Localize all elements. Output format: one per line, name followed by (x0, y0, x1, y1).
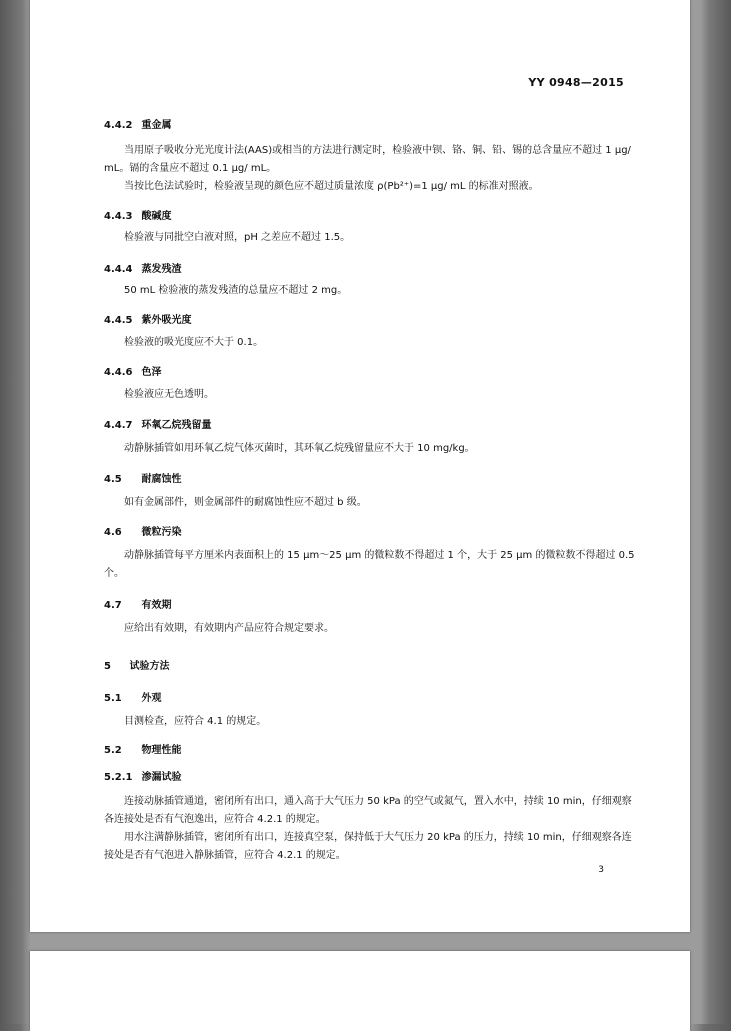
section-title: 环氧乙烷残留量 (141, 420, 212, 431)
section-number: 4.4.6 (104, 367, 133, 378)
paragraph: 检验液应无色透明。 (124, 389, 214, 400)
paragraph: 连接动脉插管通道，密闭所有出口，通入高于大气压力 50 kPa 的空气或氮气，置入水中，持续 10 min，仔细观察各连接处是否有气泡逸出，应符合 4.2.1 的规定。 (104, 796, 632, 825)
section-title: 色泽 (141, 367, 162, 378)
section-title: 重金属 (141, 120, 172, 131)
paragraph: 当用原子吸收分光光度计法(AAS)或相当的方法进行测定时，检验液中钡、铬、铜、铅、锡的总含量应不超过 1 μg/ mL。镉的含量应不超过 0.1 μg/ mL。 (104, 145, 631, 174)
heading-5-2-1 (104, 768, 181, 783)
section-number: 5 (104, 661, 111, 672)
paragraph: 动静脉插管每平方厘米内表面积上的 15 μm～25 μm 的微粒数不得超过 1 个，大于 25 μm 的微粒数不得超过 0.5 个。 (104, 550, 635, 579)
paragraph: 用水注满静脉插管，密闭所有出口，连接真空泵，保持低于大气压力 20 kPa 的压力，持续 10 min，仔细观察各连接处是否有气泡进入静脉插管，应符合 4.2.1 的规定。 (104, 832, 632, 861)
next-document-page (30, 951, 690, 1031)
heading-4-4-7 (104, 416, 211, 431)
heading-4-6 (104, 523, 181, 538)
heading-4-7 (104, 596, 171, 611)
section-number: 4.4.2 (104, 120, 133, 131)
section-title: 渗漏试验 (141, 772, 182, 783)
heading-5-1 (104, 689, 161, 704)
section-number: 5.1 (104, 693, 122, 704)
section-title: 试验方法 (129, 661, 170, 672)
heading-4-4-3 (104, 207, 171, 222)
heading-4-4-4 (104, 260, 181, 275)
paragraph: 目测检查，应符合 4.1 的规定。 (124, 716, 267, 727)
section-number: 4.5 (104, 474, 122, 485)
paragraph: 检验液与同批空白液对照，pH 之差应不超过 1.5。 (124, 232, 351, 243)
section-number: 4.6 (104, 527, 122, 538)
heading-5-2 (104, 741, 181, 756)
paragraph: 当按比色法试验时，检验液呈现的颜色应不超过质量浓度 ρ(Pb²⁺)=1 μg/ mL 的标准对照液。 (124, 181, 539, 192)
section-title: 微粒污染 (141, 527, 182, 538)
heading-5 (104, 657, 169, 672)
section-number: 4.7 (104, 600, 122, 611)
paragraph: 动静脉插管如用环氧乙烷气体灭菌时，其环氧乙烷残留量应不大于 10 mg/kg。 (124, 443, 475, 454)
heading-4-4-6 (104, 363, 161, 378)
section-title: 耐腐蚀性 (141, 474, 182, 485)
heading-4-4-2 (104, 116, 171, 131)
standard-number: YY 0948—2015 (528, 76, 624, 89)
page-number: 3 (598, 865, 604, 875)
section-title: 蒸发残渣 (141, 264, 182, 275)
section-title: 紫外吸光度 (141, 315, 192, 326)
paragraph: 50 mL 检验液的蒸发残渣的总量应不超过 2 mg。 (124, 285, 348, 296)
heading-4-4-5 (104, 311, 191, 326)
paragraph: 如有金属部件，则金属部件的耐腐蚀性应不超过 b 级。 (124, 497, 367, 508)
section-number: 5.2.1 (104, 772, 133, 783)
section-number: 4.4.5 (104, 315, 133, 326)
section-title: 酸碱度 (141, 211, 172, 222)
document-page (30, 0, 690, 932)
section-title: 外观 (141, 693, 162, 704)
section-number: 5.2 (104, 745, 122, 756)
paragraph: 应给出有效期，有效期内产品应符合规定要求。 (124, 623, 334, 634)
section-number: 4.4.7 (104, 420, 133, 431)
section-title: 有效期 (141, 600, 172, 611)
paragraph: 检验液的吸光度应不大于 0.1。 (124, 337, 264, 348)
heading-4-5 (104, 470, 181, 485)
section-title: 物理性能 (141, 745, 182, 756)
section-number: 4.4.4 (104, 264, 133, 275)
section-number: 4.4.3 (104, 211, 133, 222)
